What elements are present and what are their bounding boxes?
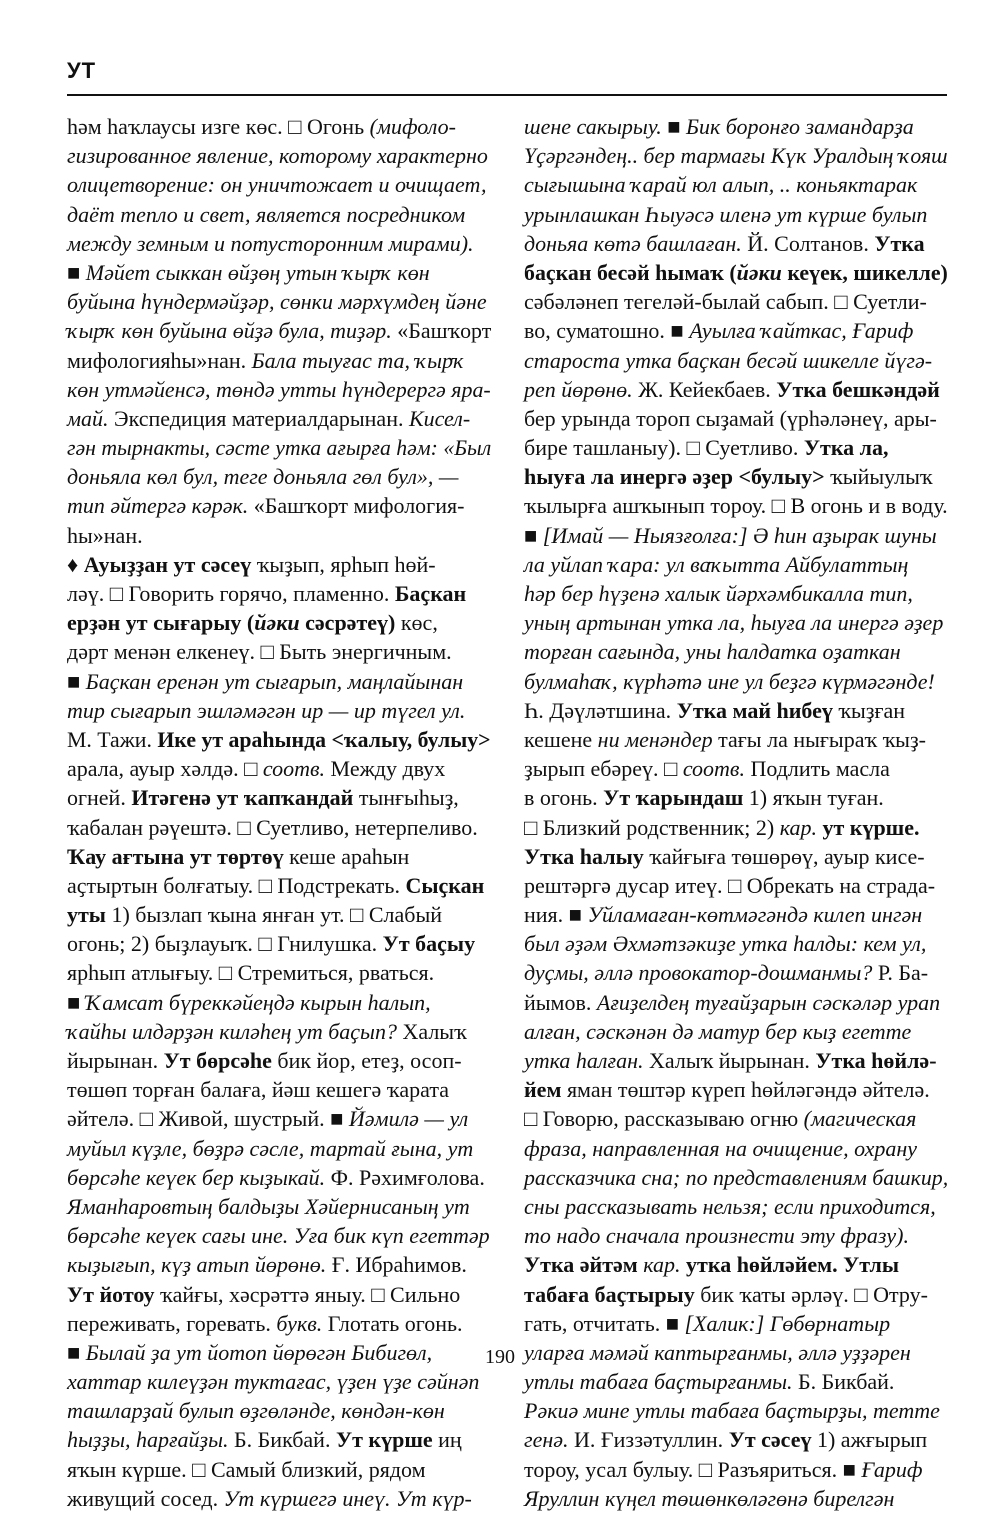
headword-text: Ут ҡарындаш (603, 785, 744, 811)
text-line (524, 491, 948, 520)
text-segment: кар. (643, 1252, 681, 1278)
text-segment: бик ҡаты әрләү. □ Отру- (694, 1281, 928, 1307)
text-line (67, 1163, 491, 1192)
text-segment: Һ. Дәүләтшина. (524, 697, 677, 723)
text-line (524, 375, 948, 404)
text-segment: олицетворение: он уничтожает и очищает, (67, 172, 487, 198)
text-line (524, 112, 948, 141)
text-segment: живущий сосед. (67, 1485, 224, 1511)
text-segment: Ҡамсат бүреккәйеңдә кырын һалып, (85, 989, 431, 1015)
text-line (524, 1425, 948, 1454)
text-line (524, 1192, 948, 1221)
text-line (67, 754, 491, 783)
text-line (524, 1221, 948, 1250)
headword-text: Утка (874, 230, 925, 256)
text-segment: бик йор, етеҙ, осоп- (271, 1048, 462, 1073)
text-line (67, 988, 491, 1017)
text-segment: букв. (276, 1310, 323, 1336)
headword-text: Итәгенә ут ҡапҡандай (131, 785, 354, 811)
headword-text: һыуға ла инергә әҙер <булыу> (524, 464, 825, 490)
text-segment: муйыл күҙле, бөҙрә сәсле, тартай ғына, ут (67, 1135, 474, 1161)
text-segment: сны рассказывать нельзя; если приходится, (524, 1193, 936, 1219)
text-segment: тороу, усал булыу. □ Разъяриться. ■ (524, 1456, 862, 1482)
text-segment: генә. (524, 1427, 569, 1453)
text-segment: дәрт менән елкенеү. □ Быть энергичным. (67, 639, 452, 665)
headword-text: ут күрше. (822, 814, 920, 840)
text-line (524, 608, 948, 637)
headword-text: Ике ут араһында <ҡалыу, булыу> (157, 726, 491, 752)
text-line (524, 754, 948, 783)
text-segment: кар. (779, 814, 817, 840)
text-segment: бөрсәһе кеүек сағы ине. Уға бик күп егеттәр (67, 1223, 490, 1249)
text-line (67, 112, 491, 141)
text-segment: алған, сәскәнән дә матур бер кыҙ егетте (524, 1018, 912, 1044)
text-segment: переживать, горевать. (67, 1310, 277, 1336)
text-line (67, 141, 491, 170)
text-segment: уның артынан утка ла, һыуға ла инергә әҙер (524, 610, 944, 636)
text-line (524, 1484, 948, 1513)
text-line (67, 1455, 491, 1484)
text-line (67, 1075, 491, 1104)
text-segment: мифологияһы»нан. (67, 347, 252, 373)
text-segment: ҡырҡ көн буйына өйҙә була, тиҙәр. (67, 318, 392, 344)
text-segment: М. Тажи. (67, 726, 158, 752)
text-line (524, 1280, 948, 1309)
headword-text: йәки (254, 610, 300, 636)
text-segment: □ Близкий родственник; 2) (524, 814, 780, 840)
text-segment: [Имай — Ныязғолға:] Ә һин аҙырак шуны (542, 522, 937, 548)
text-line (67, 258, 491, 287)
text-segment: Ф. Рәхимғолова. (325, 1164, 485, 1190)
text-line (67, 170, 491, 199)
running-header (67, 50, 947, 96)
text-segment: «Башҡорт (391, 318, 492, 344)
text-segment: даёт тепло и свет, является посредником (67, 201, 466, 227)
text-segment: ■ (67, 989, 86, 1015)
text-line (67, 725, 491, 754)
text-segment: Й. Солтанов. (741, 230, 875, 256)
text-segment: һыҙҙы, һарғайҙы. (67, 1427, 229, 1453)
text-line (67, 813, 491, 842)
text-segment: булмаһаҡ, күрһәтә ине ул беҙгә күрмәгәнде! (524, 668, 935, 694)
text-line (67, 1309, 491, 1338)
text-segment: Үҫәргәндең.. бер тармағы Күк Уралдың ҡояш (524, 143, 948, 169)
text-segment: утлы табаға баҫтырғанмы. (524, 1369, 793, 1395)
text-line (524, 316, 948, 345)
text-segment: реп йөрөнө. (524, 376, 633, 402)
text-segment: ■ (67, 1339, 86, 1365)
text-segment: гизированное явление, которому характерно (67, 143, 488, 169)
text-segment: □ Говорю, рассказываю огню (524, 1106, 804, 1132)
text-line (67, 1396, 491, 1425)
text-line (67, 1134, 491, 1163)
text-segment: ҡабалан рәүештә. □ Суетливо, нетерпеливо. (67, 814, 478, 840)
text-segment: ләү. □ Говорить горячо, пламенно. (67, 581, 395, 606)
headword-text: йем (524, 1077, 562, 1103)
right-column (524, 112, 948, 1513)
text-segment: Йәмилә — ул (348, 1106, 469, 1132)
text-segment: Кисел- (408, 405, 471, 431)
text-segment: Б. Бикбай. (792, 1369, 895, 1395)
text-segment: йырынан. (67, 1048, 164, 1073)
text-segment: кыҙығып, күҙ атып йөрөнө. (67, 1252, 327, 1278)
text-segment: дуҫмы, әллә провокатор-дошманмы? (524, 960, 873, 986)
text-line (67, 871, 491, 900)
text-line (67, 200, 491, 229)
text-segment: бире ташланыу). □ Суетливо. (524, 435, 804, 461)
text-segment: Халыҡ (396, 1018, 467, 1044)
text-line (67, 637, 491, 666)
text-line (524, 1104, 948, 1133)
text-line (524, 229, 948, 258)
text-segment: утка һалған. (524, 1048, 644, 1073)
text-segment: һәр бер һүҙенә халык йәрхәмбикалла тип, (524, 581, 913, 606)
text-segment: иң (432, 1427, 462, 1453)
text-line (524, 958, 948, 987)
text-segment: урынлашкан Һыуәсә иленә ут күрше булып (524, 201, 928, 227)
text-segment: [Халик:] Гөбөрнатыр (684, 1310, 891, 1336)
text-segment: ния. ■ (524, 902, 588, 928)
text-line (67, 783, 491, 812)
text-segment: ҡыҙып, ярһып һөй- (251, 551, 436, 577)
page-number: 190 (485, 1346, 515, 1368)
headword-text: Ауыҙҙан ут сәсеү (83, 551, 252, 577)
text-segment: во, суматошно. ■ (524, 318, 690, 344)
text-segment: то надо сначала произнести эту фразу). (524, 1223, 909, 1249)
text-line (524, 871, 948, 900)
text-segment: гать, отчитать. ■ (524, 1310, 685, 1336)
text-segment: Ут күршегә инеү. Ут күр- (223, 1485, 472, 1511)
text-segment: ни менәндер (597, 726, 713, 752)
text-segment: Ауылға ҡайткас, Ғариф (689, 318, 914, 344)
text-segment: кешене (524, 726, 598, 752)
text-line (524, 404, 948, 433)
headword-text: кеүек, шикелле) (781, 259, 948, 285)
text-line (524, 1075, 948, 1104)
text-segment: ҡайһы илдәрҙән киләһең ут баҫып? (67, 1018, 397, 1044)
text-segment: соотв. (262, 756, 326, 782)
headword-text: табаға баҫтырыу (524, 1281, 695, 1307)
header-entry-word: УТ (67, 58, 97, 83)
headword-text: ерҙән ут сығарыу ( (67, 610, 255, 636)
text-line (67, 521, 491, 550)
text-line (67, 316, 490, 345)
text-line (524, 1367, 948, 1396)
text-line (67, 1425, 491, 1454)
text-segment: Б. Бикбай. (228, 1427, 336, 1453)
text-segment: ҡыҙған (832, 697, 906, 723)
text-segment: в огонь. (524, 785, 604, 811)
text-line (67, 1250, 491, 1279)
headword-text: баҫкан бесәй һымаҡ ( (524, 259, 737, 285)
text-segment: Подлить масла (744, 756, 890, 782)
headword-text: Утка һөйлә- (815, 1048, 937, 1073)
text-segment: огней. (67, 785, 132, 811)
text-segment: фраза, направленная на очищение, охрану (524, 1135, 918, 1161)
text-line (67, 375, 490, 404)
text-segment: әйтелә. □ Живой, шустрый. ■ (67, 1106, 349, 1132)
text-line (524, 783, 948, 812)
text-segment: Мәйет сыккан өйҙөң утын ҡырҡ көн (85, 259, 430, 285)
headword-text: Утка әйтәм (524, 1252, 638, 1278)
text-segment: ■ (67, 668, 86, 694)
text-line (67, 346, 491, 375)
text-line (524, 900, 948, 929)
text-segment: Глотать огонь. (322, 1310, 463, 1336)
text-segment: И. Ғиззәтуллин. (568, 1427, 729, 1453)
text-line (67, 1104, 491, 1133)
text-line (67, 1192, 491, 1221)
headword-text: Сыҫкан (405, 872, 485, 898)
text-line (524, 1163, 949, 1192)
text-segment: уларға мәмәй каптырғанмы, әллә уҙҙәрен (524, 1339, 911, 1365)
text-segment: ҡылырға ашҡынып тороу. □ В огонь и в воду. (524, 493, 948, 519)
text-line (524, 258, 946, 287)
text-line (67, 1046, 491, 1075)
text-segment: сәбәләнеп тегеләй-былай сабып. □ Суетли- (524, 289, 927, 315)
text-line (67, 667, 491, 696)
text-line (524, 929, 948, 958)
text-line (67, 1280, 491, 1309)
text-segment: ҡыйыулыҡ (824, 464, 933, 490)
text-line (524, 1455, 948, 1484)
text-line (67, 1221, 491, 1250)
text-line (524, 637, 948, 666)
headword-text: Баҫкан (394, 581, 467, 606)
text-segment: гән тырнакты, сәсте утка ағырға һәм: «Был (67, 435, 492, 461)
headword-text: Ут баҫыу (382, 931, 476, 957)
headword-text: Утка май һибеү (676, 697, 833, 723)
text-segment: доньяа көтә башлаған. (524, 230, 742, 256)
text-line (67, 287, 491, 316)
text-line (524, 1309, 948, 1338)
text-line (67, 1484, 491, 1513)
text-segment: ҡайғыға төшөрөү, ауыр кисе- (643, 843, 925, 869)
text-segment: тир сығарып эшләмәгән ир — ир түгел ул. (67, 697, 466, 723)
text-segment: ташларҙай булып өҙгөләнде, көндән-көн (67, 1398, 445, 1424)
text-line (67, 491, 491, 520)
text-line (524, 813, 948, 842)
text-line (524, 1046, 948, 1075)
text-segment: торған сағында, уны һалдатка оҙаткан (524, 639, 901, 665)
headword-text: утка һөйләйем. Утлы (686, 1252, 900, 1278)
headword-text: Ут йотоу (67, 1281, 155, 1307)
text-segment: рештәргә дусар итеү. □ Обрекать на страда- (524, 872, 936, 898)
text-line (67, 1017, 491, 1046)
headword-text: Ҡау ағтына ут төртөү (67, 843, 284, 869)
text-line (524, 433, 948, 462)
text-segment: Между двух (325, 756, 446, 782)
text-segment: Баҫкан еренән ут сығарып, маңлайынан (85, 668, 464, 694)
headword-text: Утка һалыу (524, 843, 644, 869)
text-line (67, 608, 491, 637)
text-line (67, 1367, 491, 1396)
headword-text: Утка бешкәндәй (776, 376, 940, 402)
text-segment: Ғариф (861, 1456, 923, 1482)
left-column (67, 112, 491, 1513)
text-segment: хаттар килеүҙән туктағас, үҙен үҙе сәйнәп (67, 1369, 480, 1395)
text-line (67, 462, 491, 491)
text-line (67, 929, 491, 958)
headword-text: уты (67, 902, 106, 928)
text-segment: кеше араһын (283, 843, 410, 869)
text-line (67, 550, 491, 579)
text-segment: 1) яҡын туған. (743, 785, 884, 811)
headword-text: сәсрәтеү) (299, 610, 396, 636)
text-segment: ■ (67, 259, 86, 285)
text-segment: 1) ажғырып (811, 1427, 928, 1453)
text-segment: (мифоло- (369, 114, 456, 139)
text-segment: ярһып атлығыу. □ Стремиться, рваться. (67, 960, 435, 986)
text-segment: арала, ауыр хәлдә. □ (67, 756, 263, 782)
text-segment: яҡын күрше. □ Самый близкий, рядом (67, 1456, 426, 1482)
text-segment: соотв. (682, 756, 745, 782)
text-line (67, 579, 491, 608)
text-segment: Р. Ба- (872, 960, 929, 986)
text-line (524, 346, 948, 375)
text-segment: тағы ла нығыраҡ ҡыҙ- (712, 726, 926, 752)
text-line (524, 988, 948, 1017)
text-line (524, 200, 948, 229)
text-segment: Ж. Кейекбаев. (632, 376, 777, 402)
text-segment: көн утмәйенсә, төндә утты һүндерергә яра- (67, 376, 491, 402)
text-segment: Былай ҙа ут йотоп йөрөгән Бибигөл, (85, 1339, 433, 1365)
text-line (67, 433, 492, 462)
text-line (524, 462, 948, 491)
headword-text: Утка ла, (803, 435, 889, 461)
text-line (524, 287, 948, 316)
text-segment: сығышына ҡарай юл алып, .. коньяктарак (524, 172, 918, 198)
text-segment: Рәкиә мине утлы табаға баҫтырҙы, тетте (524, 1398, 940, 1424)
text-segment: йымов. (524, 989, 597, 1015)
text-segment: Экспедиция материалдарынан. (108, 405, 409, 431)
text-segment: был әҙәм Әхмәтзәкиҙе утка һалды: кем ул, (524, 931, 927, 957)
text-segment: ҡайғы, хәсрәттә яныу. □ Сильно (154, 1281, 461, 1307)
text-line (67, 229, 491, 258)
text-line (524, 667, 948, 696)
text-segment: ■ (524, 522, 543, 548)
text-segment: Ағиҙелдең туғайҙарын сәскәләр урап (596, 989, 941, 1015)
text-line (524, 1250, 948, 1279)
text-segment: «Башҡорт мифология- (248, 493, 465, 519)
text-segment: төшөп торған балаға, йәш кешегә ҡарата (67, 1077, 449, 1103)
text-line (67, 404, 491, 433)
text-line (524, 1017, 948, 1046)
text-line (524, 1134, 948, 1163)
text-segment: 1) бызлап ҡына янған ут. □ Слабый (105, 902, 442, 928)
text-segment: Уйламаған-көтмәгәндә килеп ингән (587, 902, 923, 928)
text-line (524, 550, 948, 579)
text-segment: тынғыһыҙ, (353, 785, 459, 811)
text-segment: ♦ (67, 551, 84, 577)
text-segment: (магическая (803, 1106, 917, 1132)
text-segment: аҫтыртын болғатыу. □ Подстрекать. (67, 872, 406, 898)
text-segment: һәм һаҡлаусы изге көс. □ Огонь (67, 114, 370, 139)
text-segment: бер урында тороп сыҙамай (үрһәләнеү, ары- (524, 405, 937, 431)
text-line (524, 842, 948, 871)
text-segment: между земным и потусторонним мирами). (67, 230, 474, 256)
text-segment: Яруллин күңел төшөнкөләгөнә бирелгән (524, 1485, 895, 1511)
text-segment: шене сакырыу. (524, 114, 662, 139)
text-line (524, 1396, 948, 1425)
text-segment: тип әйтергә кәрәк. (67, 493, 249, 519)
text-segment: май. (67, 405, 109, 431)
text-segment: буйына һүндермәйҙәр, сөнки мәрхүмдең йәне (67, 289, 487, 315)
text-segment: Яманһаровтың балдыҙы Хәйернисаның ут (67, 1193, 470, 1219)
text-line (524, 579, 948, 608)
text-line (524, 696, 948, 725)
text-segment: огонь; 2) быҙлауыҡ. □ Гнилушка. (67, 931, 383, 957)
headword-text: йәки (736, 259, 782, 285)
text-line (67, 696, 491, 725)
text-segment: ла уйлап ҡара: ул ваҡытта Айбулаттың (524, 551, 909, 577)
text-segment: Халыҡ йырынан. (643, 1048, 816, 1073)
headword-text: Ут сәсеү (728, 1427, 812, 1453)
text-segment: яман төштәр күреп һөйләгәндә әйтелә. (561, 1077, 930, 1103)
text-segment: Бик боронғо замандарҙа (686, 114, 914, 139)
text-segment: ■ (661, 114, 687, 139)
text-segment: рассказчика сна; по представлениям башкир, (524, 1164, 949, 1190)
text-line (67, 842, 491, 871)
text-segment: бөрсәһе кеүек бер кыҙыкай. (67, 1164, 326, 1190)
text-line (524, 170, 948, 199)
text-segment: ҙырып ебәреү. □ (524, 756, 683, 782)
text-segment: Бала тыуғас та, ҡырҡ (251, 347, 465, 373)
text-line (524, 725, 948, 754)
text-segment: староста утка баҫкан бесәй шикелле йүгә- (524, 347, 933, 373)
text-segment: көс, (395, 610, 438, 636)
text-line (67, 900, 491, 929)
headword-text: Ут бөрсәһе (163, 1048, 272, 1073)
text-segment: Ғ. Ибраһимов. (326, 1252, 467, 1278)
text-line (524, 521, 948, 550)
text-segment: доньяла көл бул, теге доньяла гөл бул», — (67, 464, 459, 490)
text-segment: һы»нан. (67, 522, 143, 548)
text-line (524, 141, 948, 170)
text-line (67, 958, 491, 987)
headword-text: Ут күрше (335, 1427, 433, 1453)
